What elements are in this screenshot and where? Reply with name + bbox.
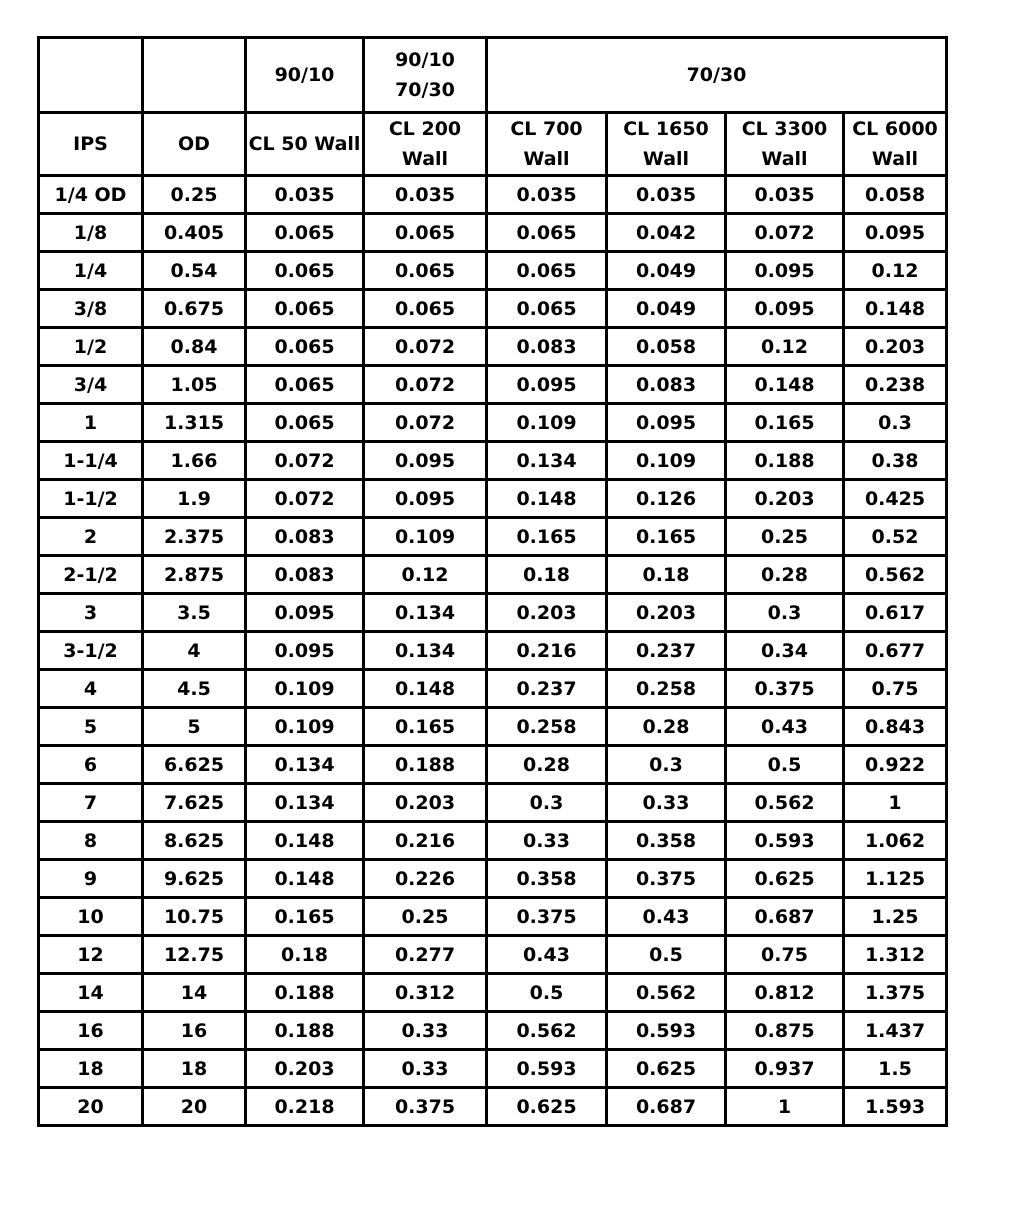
wall-cell: 0.937 [726, 1050, 844, 1088]
od-cell: 3.5 [143, 594, 246, 632]
wall-cell: 0.035 [246, 176, 364, 214]
wall-cell: 0.28 [726, 556, 844, 594]
wall-cell: 0.593 [607, 1012, 726, 1050]
column-header-line-2: Wall [523, 148, 570, 170]
od-cell: 18 [143, 1050, 246, 1088]
od-cell: 1.315 [143, 404, 246, 442]
wall-cell: 0.148 [844, 290, 947, 328]
wall-cell: 0.43 [607, 898, 726, 936]
od-cell: 1.66 [143, 442, 246, 480]
wall-cell: 0.095 [364, 442, 487, 480]
wall-cell: 0.33 [364, 1012, 487, 1050]
table-row [39, 1088, 947, 1126]
ips-cell: 20 [39, 1088, 143, 1126]
wall-cell: 0.148 [246, 822, 364, 860]
wall-cell: 0.625 [487, 1088, 607, 1126]
wall-cell: 0.843 [844, 708, 947, 746]
ips-cell: 14 [39, 974, 143, 1012]
table-row [39, 784, 947, 822]
wall-cell: 1.25 [844, 898, 947, 936]
column-header [844, 113, 947, 176]
wall-cell: 0.065 [364, 214, 487, 252]
table-row [39, 518, 947, 556]
wall-cell: 1.437 [844, 1012, 947, 1050]
wall-cell: 0.165 [487, 518, 607, 556]
od-cell: 2.375 [143, 518, 246, 556]
table-row [39, 594, 947, 632]
wall-cell: 0.072 [246, 442, 364, 480]
wall-cell: 0.134 [364, 594, 487, 632]
wall-cell: 0.12 [844, 252, 947, 290]
table-row [39, 404, 947, 442]
wall-cell: 0.095 [246, 594, 364, 632]
wall-cell: 0.203 [844, 328, 947, 366]
wall-cell: 1.375 [844, 974, 947, 1012]
wall-cell: 0.43 [726, 708, 844, 746]
column-header-row [39, 113, 947, 176]
wall-cell: 0.148 [487, 480, 607, 518]
od-cell: 10.75 [143, 898, 246, 936]
column-header [364, 113, 487, 176]
ips-cell: 1/8 [39, 214, 143, 252]
wall-cell: 0.312 [364, 974, 487, 1012]
od-cell: 8.625 [143, 822, 246, 860]
table-row [39, 860, 947, 898]
od-cell: 1.9 [143, 480, 246, 518]
group-header-70-30: 70/30 [487, 38, 947, 113]
wall-cell: 0.375 [364, 1088, 487, 1126]
table-row [39, 176, 947, 214]
wall-cell: 0.165 [607, 518, 726, 556]
table-row [39, 214, 947, 252]
column-header-line-1: CL 200 [388, 118, 462, 140]
wall-cell: 0.3 [607, 746, 726, 784]
ips-cell: 1/4 OD [39, 176, 143, 214]
table-row [39, 974, 947, 1012]
ips-cell: 1 [39, 404, 143, 442]
group-header-line-1: 90/10 [395, 49, 455, 71]
table-row [39, 556, 947, 594]
wall-cell: 0.922 [844, 746, 947, 784]
ips-cell: 3 [39, 594, 143, 632]
wall-cell: 0.218 [246, 1088, 364, 1126]
wall-cell: 0.203 [487, 594, 607, 632]
wall-cell: 0.625 [726, 860, 844, 898]
table-row [39, 290, 947, 328]
wall-cell: 0.188 [364, 746, 487, 784]
wall-cell: 0.065 [364, 252, 487, 290]
wall-cell: 0.072 [364, 404, 487, 442]
ips-cell: 10 [39, 898, 143, 936]
wall-cell: 0.18 [246, 936, 364, 974]
wall-cell: 0.25 [726, 518, 844, 556]
wall-cell: 0.134 [246, 746, 364, 784]
ips-cell: 3/4 [39, 366, 143, 404]
wall-cell: 0.049 [607, 290, 726, 328]
ips-cell: 3-1/2 [39, 632, 143, 670]
wall-cell: 1 [844, 784, 947, 822]
wall-cell: 0.358 [487, 860, 607, 898]
wall-cell: 0.203 [726, 480, 844, 518]
wall-cell: 0.065 [246, 404, 364, 442]
od-cell: 0.54 [143, 252, 246, 290]
od-cell: 0.405 [143, 214, 246, 252]
wall-cell: 0.12 [364, 556, 487, 594]
wall-cell: 0.083 [246, 518, 364, 556]
ips-cell: 12 [39, 936, 143, 974]
wall-cell: 0.226 [364, 860, 487, 898]
wall-cell: 0.065 [487, 252, 607, 290]
wall-cell: 0.165 [364, 708, 487, 746]
wall-cell: 0.34 [726, 632, 844, 670]
wall-cell: 0.035 [487, 176, 607, 214]
wall-cell: 0.134 [487, 442, 607, 480]
wall-cell: 0.562 [844, 556, 947, 594]
column-header-line-1: CL 1650 [623, 118, 709, 140]
wall-cell: 0.28 [487, 746, 607, 784]
column-header [487, 113, 607, 176]
wall-cell: 0.095 [246, 632, 364, 670]
wall-cell: 0.109 [246, 670, 364, 708]
wall-cell: 0.109 [487, 404, 607, 442]
wall-cell: 0.216 [364, 822, 487, 860]
wall-cell: 0.238 [844, 366, 947, 404]
wall-cell: 0.165 [246, 898, 364, 936]
wall-cell: 0.617 [844, 594, 947, 632]
wall-cell: 0.562 [487, 1012, 607, 1050]
column-header [607, 113, 726, 176]
od-cell: 6.625 [143, 746, 246, 784]
wall-cell: 0.065 [246, 366, 364, 404]
wall-cell: 0.165 [726, 404, 844, 442]
pipe-wall-table-container [37, 36, 948, 1127]
wall-cell: 0.035 [726, 176, 844, 214]
wall-cell: 0.12 [726, 328, 844, 366]
wall-cell: 0.109 [607, 442, 726, 480]
wall-cell: 0.52 [844, 518, 947, 556]
wall-cell: 0.188 [726, 442, 844, 480]
wall-cell: 0.33 [607, 784, 726, 822]
ips-cell: 3/8 [39, 290, 143, 328]
wall-cell: 0.18 [487, 556, 607, 594]
wall-cell: 0.5 [607, 936, 726, 974]
ips-cell: 2 [39, 518, 143, 556]
wall-cell: 0.065 [246, 252, 364, 290]
wall-cell: 0.072 [726, 214, 844, 252]
wall-cell: 0.5 [726, 746, 844, 784]
wall-cell: 0.072 [364, 328, 487, 366]
column-header: CL 50 Wall [246, 113, 364, 176]
wall-cell: 0.33 [487, 822, 607, 860]
wall-cell: 0.216 [487, 632, 607, 670]
ips-cell: 4 [39, 670, 143, 708]
column-header-line-1: CL 6000 [852, 118, 938, 140]
ips-cell: 16 [39, 1012, 143, 1050]
wall-cell: 0.134 [364, 632, 487, 670]
ips-cell: 5 [39, 708, 143, 746]
od-cell: 2.875 [143, 556, 246, 594]
wall-cell: 0.875 [726, 1012, 844, 1050]
ips-cell: 9 [39, 860, 143, 898]
wall-cell: 0.237 [487, 670, 607, 708]
ips-cell: 8 [39, 822, 143, 860]
wall-cell: 0.3 [487, 784, 607, 822]
table-row [39, 898, 947, 936]
od-cell: 4.5 [143, 670, 246, 708]
wall-cell: 0.375 [726, 670, 844, 708]
table-row [39, 252, 947, 290]
wall-cell: 0.072 [246, 480, 364, 518]
table-row [39, 1050, 947, 1088]
od-cell: 7.625 [143, 784, 246, 822]
table-row [39, 1012, 947, 1050]
ips-cell: 1/4 [39, 252, 143, 290]
od-cell: 0.25 [143, 176, 246, 214]
wall-cell: 0.095 [487, 366, 607, 404]
ips-cell: 2-1/2 [39, 556, 143, 594]
od-cell: 14 [143, 974, 246, 1012]
wall-cell: 0.095 [607, 404, 726, 442]
ips-cell: 1-1/4 [39, 442, 143, 480]
wall-cell: 0.277 [364, 936, 487, 974]
wall-cell: 0.203 [364, 784, 487, 822]
column-header: OD [143, 113, 246, 176]
wall-cell: 0.562 [607, 974, 726, 1012]
wall-cell: 0.065 [364, 290, 487, 328]
wall-cell: 1.593 [844, 1088, 947, 1126]
wall-cell: 0.43 [487, 936, 607, 974]
wall-cell: 0.358 [607, 822, 726, 860]
table-row [39, 746, 947, 784]
wall-cell: 0.593 [487, 1050, 607, 1088]
od-cell: 0.675 [143, 290, 246, 328]
wall-cell: 0.203 [607, 594, 726, 632]
wall-cell: 0.425 [844, 480, 947, 518]
group-header-row [39, 38, 947, 113]
od-cell: 12.75 [143, 936, 246, 974]
od-cell: 16 [143, 1012, 246, 1050]
table-row [39, 328, 947, 366]
wall-cell: 1.125 [844, 860, 947, 898]
table-row [39, 670, 947, 708]
wall-cell: 0.258 [487, 708, 607, 746]
wall-cell: 0.625 [607, 1050, 726, 1088]
wall-cell: 0.75 [844, 670, 947, 708]
table-row [39, 822, 947, 860]
od-cell: 20 [143, 1088, 246, 1126]
wall-cell: 0.109 [246, 708, 364, 746]
wall-cell: 0.375 [487, 898, 607, 936]
wall-cell: 0.058 [607, 328, 726, 366]
wall-cell: 0.148 [726, 366, 844, 404]
column-header-line-2: Wall [871, 148, 919, 170]
ips-cell: 18 [39, 1050, 143, 1088]
wall-cell: 0.065 [246, 214, 364, 252]
group-header-90-10: 90/10 [246, 38, 364, 113]
wall-cell: 1.5 [844, 1050, 947, 1088]
wall-cell: 0.072 [364, 366, 487, 404]
wall-cell: 0.095 [364, 480, 487, 518]
wall-cell: 0.593 [726, 822, 844, 860]
table-row [39, 936, 947, 974]
wall-cell: 0.28 [607, 708, 726, 746]
wall-cell: 0.058 [844, 176, 947, 214]
column-header: IPS [39, 113, 143, 176]
group-header-line-2: 70/30 [395, 79, 455, 101]
wall-cell: 0.049 [607, 252, 726, 290]
wall-cell: 0.812 [726, 974, 844, 1012]
column-header-line-2: Wall [642, 148, 690, 170]
column-header-line-1: CL 700 [510, 118, 583, 140]
wall-cell: 0.687 [726, 898, 844, 936]
wall-cell: 0.083 [246, 556, 364, 594]
wall-cell: 0.126 [607, 480, 726, 518]
od-cell: 9.625 [143, 860, 246, 898]
od-cell: 5 [143, 708, 246, 746]
ips-cell: 1-1/2 [39, 480, 143, 518]
group-header-blank-od [143, 38, 246, 113]
wall-cell: 0.677 [844, 632, 947, 670]
wall-cell: 0.25 [364, 898, 487, 936]
wall-cell: 0.148 [246, 860, 364, 898]
od-cell: 0.84 [143, 328, 246, 366]
wall-cell: 0.258 [607, 670, 726, 708]
group-header-90-10-70-30 [364, 38, 487, 113]
wall-cell: 0.237 [607, 632, 726, 670]
wall-cell: 0.065 [487, 290, 607, 328]
table-row [39, 632, 947, 670]
wall-cell: 0.065 [246, 328, 364, 366]
od-cell: 1.05 [143, 366, 246, 404]
wall-cell: 0.562 [726, 784, 844, 822]
column-header-line-2: Wall [761, 148, 808, 170]
wall-cell: 1 [726, 1088, 844, 1126]
wall-cell: 0.33 [364, 1050, 487, 1088]
wall-cell: 0.095 [726, 252, 844, 290]
column-header-line-1: CL 3300 [741, 118, 828, 140]
table-row [39, 480, 947, 518]
wall-cell: 0.3 [726, 594, 844, 632]
wall-cell: 0.75 [726, 936, 844, 974]
wall-cell: 0.095 [844, 214, 947, 252]
wall-cell: 0.042 [607, 214, 726, 252]
wall-cell: 0.188 [246, 974, 364, 1012]
wall-cell: 0.065 [246, 290, 364, 328]
column-header-line-2: Wall [401, 148, 449, 170]
wall-cell: 1.312 [844, 936, 947, 974]
ips-cell: 6 [39, 746, 143, 784]
wall-cell: 0.134 [246, 784, 364, 822]
wall-cell: 0.3 [844, 404, 947, 442]
wall-cell: 0.203 [246, 1050, 364, 1088]
ips-cell: 1/2 [39, 328, 143, 366]
wall-cell: 0.375 [607, 860, 726, 898]
wall-cell: 0.5 [487, 974, 607, 1012]
wall-cell: 0.18 [607, 556, 726, 594]
wall-cell: 0.148 [364, 670, 487, 708]
wall-cell: 0.083 [607, 366, 726, 404]
group-header-blank-ips [39, 38, 143, 113]
table-row [39, 708, 947, 746]
pipe-wall-thickness-table [37, 36, 948, 1127]
od-cell: 4 [143, 632, 246, 670]
wall-cell: 0.035 [364, 176, 487, 214]
table-row [39, 366, 947, 404]
wall-cell: 0.035 [607, 176, 726, 214]
wall-cell: 0.687 [607, 1088, 726, 1126]
column-header [726, 113, 844, 176]
wall-cell: 0.065 [487, 214, 607, 252]
ips-cell: 7 [39, 784, 143, 822]
wall-cell: 0.38 [844, 442, 947, 480]
wall-cell: 0.109 [364, 518, 487, 556]
wall-cell: 0.083 [487, 328, 607, 366]
table-row [39, 442, 947, 480]
wall-cell: 0.095 [726, 290, 844, 328]
wall-cell: 0.188 [246, 1012, 364, 1050]
wall-cell: 1.062 [844, 822, 947, 860]
